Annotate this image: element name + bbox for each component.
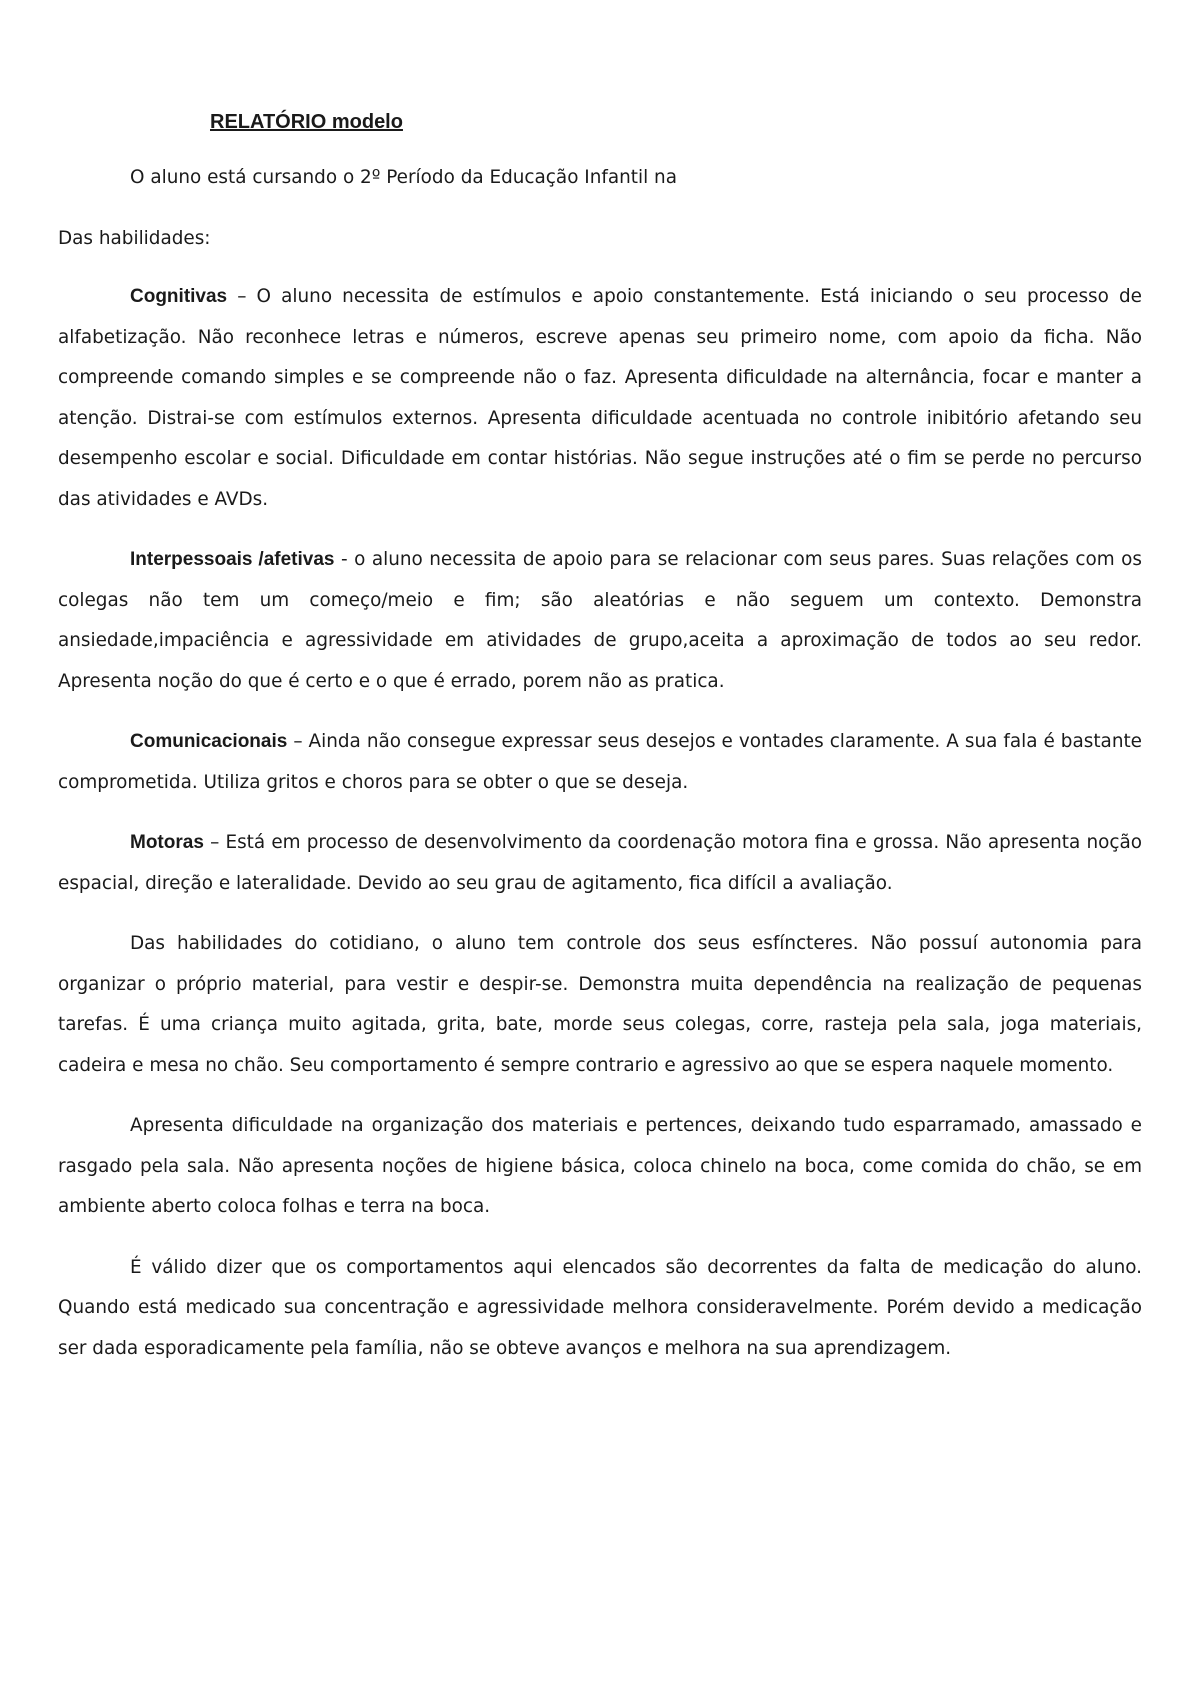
section-lead: Cognitivas [130,286,228,307]
section-interpersonal [58,540,1142,702]
section-motor [58,823,1142,904]
skills-heading: Das habilidades: [58,227,211,249]
section-communication [58,722,1142,803]
document-title: RELATÓRIO modelo [210,111,403,133]
section-lead: Interpessoais /afetivas [130,549,335,570]
section-lead: Comunicacionais [130,731,288,752]
paragraph-daily-skills: Das habilidades do cotidiano, o aluno tem controle dos seus esfíncteres. Não possuí autonomia para organizar o próprio material, para vestir e despir-se. Demonstra muita dependência na realização de pequenas tarefas. É uma criança muito agitada, grita, bate, morde seus colegas, corre, rasteja pela sala, joga materiais, cadeira e mesa no chão. Seu comportamento é sempre contrario e agressivo ao que se espera naquele momento. [58,933,1142,1076]
intro-line: O aluno está cursando o 2º Período da Educação Infantil na [130,167,677,188]
section-text: – Ainda não consegue expressar seus desejos e vontades claramente. A sua fala é bastante comprometida. Utiliza gritos e choros para se obter o que se deseja. [58,731,1142,793]
paragraph-medication: É válido dizer que os comportamentos aqui elencados são decorrentes da falta de medicação do aluno. Quando está medicado sua concentração e agressividade melhora consideravelmente. Porém devido a medicação ser dada esporadicamente pela família, não se obteve avanços e melhora na sua aprendizagem. [58,1256,1142,1359]
paragraph-organization: Apresenta dificuldade na organização dos materiais e pertences, deixando tudo esparramado, amassado e rasgado pela sala. Não apresenta noções de higiene básica, coloca chinelo na boca, come comida do chão, se em ambiente aberto coloca folhas e terra na boca. [58,1115,1142,1217]
section-cognitive [58,277,1142,520]
section-lead: Motoras [130,832,204,853]
section-text: – Está em processo de desenvolvimento da coordenação motora fina e grossa. Não apresenta noção espacial, direção e lateralidade. Devido ao seu grau de agitamento, fica difícil a avaliação. [58,832,1142,894]
section-text: – O aluno necessita de estímulos e apoio constantemente. Está iniciando o seu processo de alfabetização. Não reconhece letras e números, escreve apenas seu primeiro nome, com apoio da ficha. Não compreende comando simples e se compreende não o faz. Apresenta dificuldade na alternância, focar e manter a atenção. Distrai-se com estímulos externos. Apresenta dificuldade acentuada no controle inibitório afetando seu desempenho escolar e social. Dificuldade em contar histórias. Não segue instruções até o fim se perde no percurso das atividades e AVDs. [58,286,1142,510]
document-body [58,104,1142,1389]
section-text: - o aluno necessita de apoio para se relacionar com seus pares. Suas relações com os colegas não tem um começo/meio e fim; são aleatórias e não seguem um contexto. Demonstra ansiedade,impaciência e agressividade em atividades de grupo,aceita a aproximação de todos ao seu redor. Apresenta noção do que é certo e o que é errado, porem não as pratica. [58,549,1142,692]
